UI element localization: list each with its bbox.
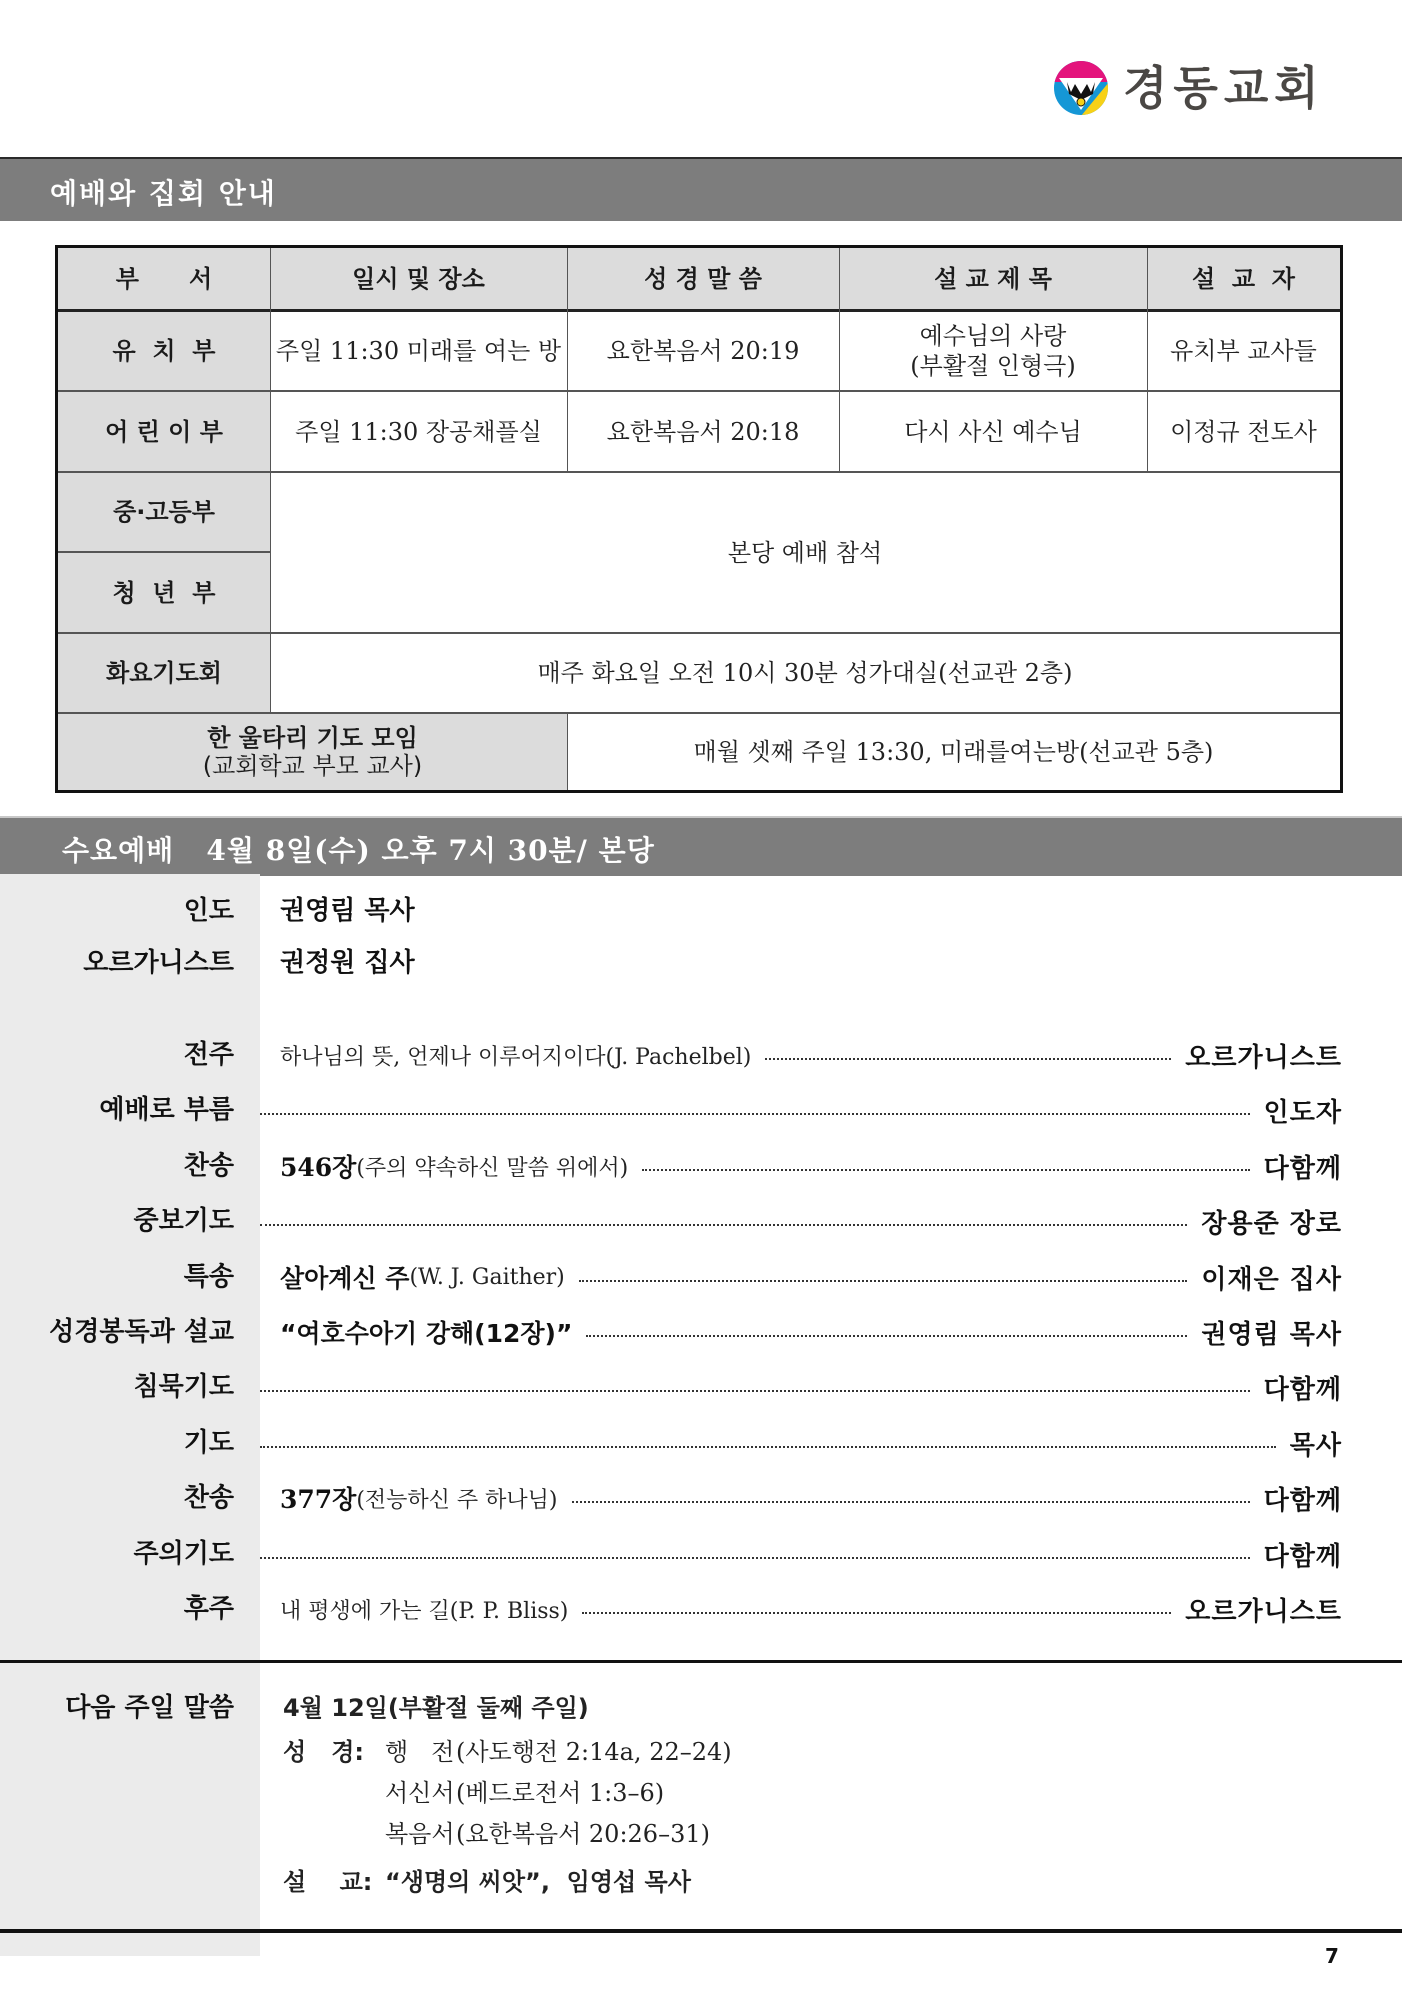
order-item xyxy=(0,1534,1402,1574)
dot-leader xyxy=(260,1113,1250,1115)
reading-ref: (요한복음서 20:26–31) xyxy=(456,1820,710,1848)
header-scripture: 성 경 말 씀 xyxy=(567,248,839,310)
parents-prayer-detail: 매월 셋째 주일 13:30, 미래를여는방(선교관 5층) xyxy=(693,737,1214,766)
church-emblem-icon xyxy=(1053,60,1109,116)
dept-kindergarten: 유 치 부 xyxy=(58,310,270,391)
dot-leader xyxy=(260,1224,1187,1226)
section-header-schedule xyxy=(0,157,1402,221)
church-name: 경동교회 xyxy=(1123,61,1325,115)
page-number: 7 xyxy=(1325,1944,1339,1968)
tuesday-prayer-detail: 매주 화요일 오전 10시 30분 성가대실(선교관 2층) xyxy=(537,659,1073,687)
order-item xyxy=(0,1090,1402,1130)
order-label: 전주 xyxy=(183,1040,234,1070)
dot-leader xyxy=(642,1169,1249,1171)
table-divider xyxy=(567,713,568,790)
order-performer: 다함께 xyxy=(1263,1485,1342,1516)
order-label: 특송 xyxy=(183,1262,234,1292)
leader-name: 권영림 목사 xyxy=(280,896,415,926)
dept-middle-high: 중·고등부 xyxy=(58,472,270,552)
merged-youth-note: 본당 예배 참석 xyxy=(727,538,883,567)
order-performer: 인도자 xyxy=(1263,1097,1342,1128)
order-text: 내 평생에 가는 길(P. P. Bliss) xyxy=(280,1598,569,1624)
scripture-cell: 요한복음서 20:19 xyxy=(606,336,800,365)
order-performer: 오르가니스트 xyxy=(1185,1042,1342,1073)
order-item xyxy=(0,1035,1402,1075)
order-label: 찬송 xyxy=(183,1151,234,1181)
order-item xyxy=(0,1312,1402,1352)
reading-name: 복음서 xyxy=(385,1820,455,1848)
dept-children: 어 린 이 부 xyxy=(58,391,270,472)
next-sermon: “생명의 씨앗”, 임영섭 목사 xyxy=(385,1868,691,1896)
church-logo xyxy=(1053,60,1325,116)
order-label: 주의기도 xyxy=(133,1539,234,1569)
order-performer: 목사 xyxy=(1289,1430,1342,1461)
order-item xyxy=(0,1367,1402,1407)
order-label: 침묵기도 xyxy=(133,1372,234,1402)
section-title: 수요예배 4월 8일(수) 오후 7시 30분/ 본당 xyxy=(62,834,655,867)
reading-ref: (베드로전서 1:3–6) xyxy=(456,1779,665,1807)
sermon-title: “여호수아기 강해(12장)” xyxy=(280,1319,573,1348)
order-performer: 이재은 집사 xyxy=(1201,1264,1342,1295)
section-divider xyxy=(0,1660,1402,1663)
time-place-cell: 주일 11:30 미래를 여는 방 xyxy=(275,336,562,365)
order-text: 하나님의 뜻, 언제나 이루어지이다(J. Pachelbel) xyxy=(280,1044,752,1070)
next-week-label: 다음 주일 말씀 xyxy=(65,1693,234,1723)
order-item xyxy=(0,1146,1402,1186)
order-item xyxy=(0,1478,1402,1518)
scripture-cell: 요한복음서 20:18 xyxy=(606,417,800,446)
header-time-place: 일시 및 장소 xyxy=(270,248,567,310)
dot-leader xyxy=(586,1335,1187,1337)
sermon-title-cell xyxy=(839,310,1147,391)
dept-line1: 한 울타리 기도 모임 xyxy=(207,723,418,752)
order-label: 후주 xyxy=(183,1594,234,1624)
sermon-title-line2: (부활절 인형극) xyxy=(910,351,1076,380)
table-divider xyxy=(58,712,1340,714)
preacher-cell: 유치부 교사들 xyxy=(1170,336,1317,365)
order-performer: 오르가니스트 xyxy=(1185,1596,1342,1627)
table-divider xyxy=(1147,248,1148,472)
sermon-title-cell: 다시 사신 예수님 xyxy=(904,417,1082,446)
composer: (W. J. Gaither) xyxy=(409,1264,565,1290)
table-divider xyxy=(839,248,840,472)
order-performer: 다함께 xyxy=(1263,1153,1342,1184)
dot-leader xyxy=(260,1446,1276,1448)
dot-leader xyxy=(579,1280,1188,1282)
hymn-title: (주의 약속하신 말씀 위에서) xyxy=(356,1155,629,1181)
time-place-cell: 주일 11:30 장공채플실 xyxy=(295,417,542,446)
leader-row xyxy=(0,891,1402,931)
dept-young-adults: 청 년 부 xyxy=(58,552,270,633)
dot-leader xyxy=(582,1612,1171,1614)
dot-leader xyxy=(260,1390,1250,1392)
header-preacher: 설 교 자 xyxy=(1147,248,1340,310)
dot-leader xyxy=(572,1501,1250,1503)
order-item xyxy=(0,1423,1402,1463)
dot-leader xyxy=(765,1058,1171,1060)
table-divider xyxy=(567,248,568,472)
table-divider xyxy=(270,248,271,713)
reading-ref: (사도행전 2:14a, 22–24) xyxy=(456,1738,732,1766)
dept-tuesday-prayer: 화요기도회 xyxy=(58,633,270,713)
order-performer: 다함께 xyxy=(1263,1374,1342,1405)
dept-parents-prayer xyxy=(58,713,567,790)
leader-name: 권정원 집사 xyxy=(280,948,415,978)
preacher-cell: 이정규 전도사 xyxy=(1170,417,1317,446)
order-label: 중보기도 xyxy=(133,1206,234,1236)
leader-label: 오르가니스트 xyxy=(83,948,234,978)
dept-line2: (교회학교 부모 교사) xyxy=(202,751,423,780)
sermon-label: 설 교: xyxy=(283,1868,373,1896)
table-divider xyxy=(58,632,1340,634)
dot-leader xyxy=(260,1557,1250,1559)
table-divider xyxy=(58,551,270,553)
section-title: 예배와 집회 안내 xyxy=(50,177,277,210)
order-item xyxy=(0,1589,1402,1629)
order-performer: 장용준 장로 xyxy=(1201,1208,1342,1239)
hymn-number: 546장 xyxy=(280,1153,357,1182)
special-song-title: 살아계신 주 xyxy=(280,1264,410,1293)
hymn-title: (전능하신 주 하나님) xyxy=(356,1487,558,1513)
footer-divider xyxy=(0,1929,1402,1933)
leader-label: 인도 xyxy=(183,896,234,926)
order-item xyxy=(0,1201,1402,1241)
section-header-wednesday xyxy=(0,816,1402,876)
reading-name: 행 전 xyxy=(385,1738,455,1766)
order-performer: 다함께 xyxy=(1263,1541,1342,1572)
order-label: 찬송 xyxy=(183,1483,234,1513)
order-label: 성경봉독과 설교 xyxy=(49,1317,234,1347)
schedule-table xyxy=(55,245,1343,793)
leader-row xyxy=(0,943,1402,983)
order-label: 기도 xyxy=(183,1428,234,1458)
order-item xyxy=(0,1257,1402,1297)
reading-name: 서신서 xyxy=(385,1779,455,1807)
order-label: 예배로 부름 xyxy=(99,1095,234,1125)
sermon-title-line1: 예수님의 사랑 xyxy=(919,321,1067,350)
order-performer: 권영림 목사 xyxy=(1201,1319,1342,1350)
scripture-label: 성 경: xyxy=(283,1738,365,1766)
header-dept: 부 서 xyxy=(58,248,270,310)
hymn-number: 377장 xyxy=(280,1485,357,1514)
header-sermon-title: 설 교 제 목 xyxy=(839,248,1147,310)
next-week-date: 4월 12일(부활절 둘째 주일) xyxy=(283,1694,589,1722)
